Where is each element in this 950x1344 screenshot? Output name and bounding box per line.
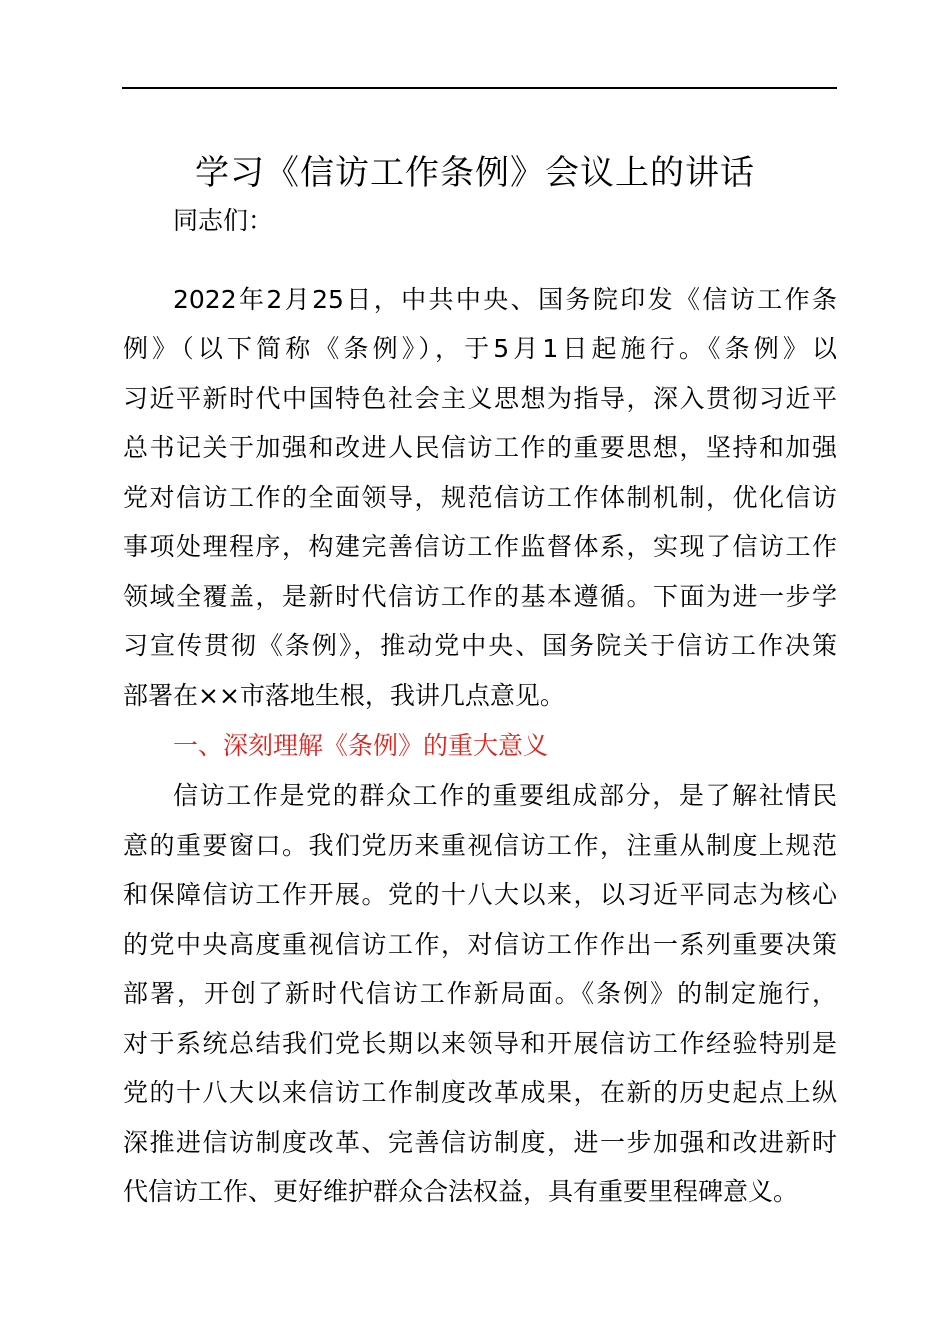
salutation: 同志们：: [173, 206, 274, 235]
paragraph-line: 对于系统总结我们党长期以来领导和开展信访工作经验特别是: [123, 1029, 837, 1058]
paragraph-line: 部署，开创了新时代信访工作新局面。《条例》的制定施行，: [123, 979, 837, 1008]
section-heading-1: 一、深刻理解《条例》的重大意义: [173, 731, 549, 760]
paragraph-line: 事项处理程序，构建完善信访工作监督体系，实现了信访工作: [123, 532, 837, 561]
paragraph-line: 部署在××市落地生根，我讲几点意见。: [123, 681, 565, 710]
paragraph-line: 信访工作是党的群众工作的重要组成部分，是了解社情民: [173, 781, 837, 810]
paragraph-line: 领域全覆盖，是新时代信访工作的基本遵循。下面为进一步学: [123, 582, 837, 611]
paragraph-line: 总书记关于加强和改进人民信访工作的重要思想，坚持和加强: [123, 433, 837, 462]
paragraph-line: 和保障信访工作开展。党的十八大以来，以习近平同志为核心: [123, 880, 837, 909]
paragraph-line: 党的十八大以来信访工作制度改革成果，在新的历史起点上纵: [123, 1078, 837, 1107]
paragraph-line: 党对信访工作的全面领导，规范信访工作体制机制，优化信访: [123, 483, 837, 512]
paragraph-line: 的党中央高度重视信访工作，对信访工作作出一系列重要决策: [123, 930, 837, 959]
header-rule: [122, 87, 837, 89]
paragraph-line: 习宣传贯彻《条例》，推动党中央、国务院关于信访工作决策: [123, 631, 837, 660]
document-title: 学习《信访工作条例》会议上的讲话: [195, 153, 755, 193]
paragraph-line: 2022年2月25日，中共中央、国务院印发《信访工作条: [173, 285, 837, 314]
paragraph-line: 深推进信访制度改革、完善信访制度，进一步加强和改进新时: [123, 1128, 837, 1157]
paragraph-line: 习近平新时代中国特色社会主义思想为指导，深入贯彻习近平: [123, 384, 837, 413]
paragraph-line: 意的重要窗口。我们党历来重视信访工作，注重从制度上规范: [123, 831, 837, 860]
paragraph-line: 代信访工作、更好维护群众合法权益，具有重要里程碑意义。: [123, 1177, 799, 1206]
paragraph-line: 例》（以下简称《条例》），于5月1日起施行。《条例》以: [123, 334, 837, 363]
